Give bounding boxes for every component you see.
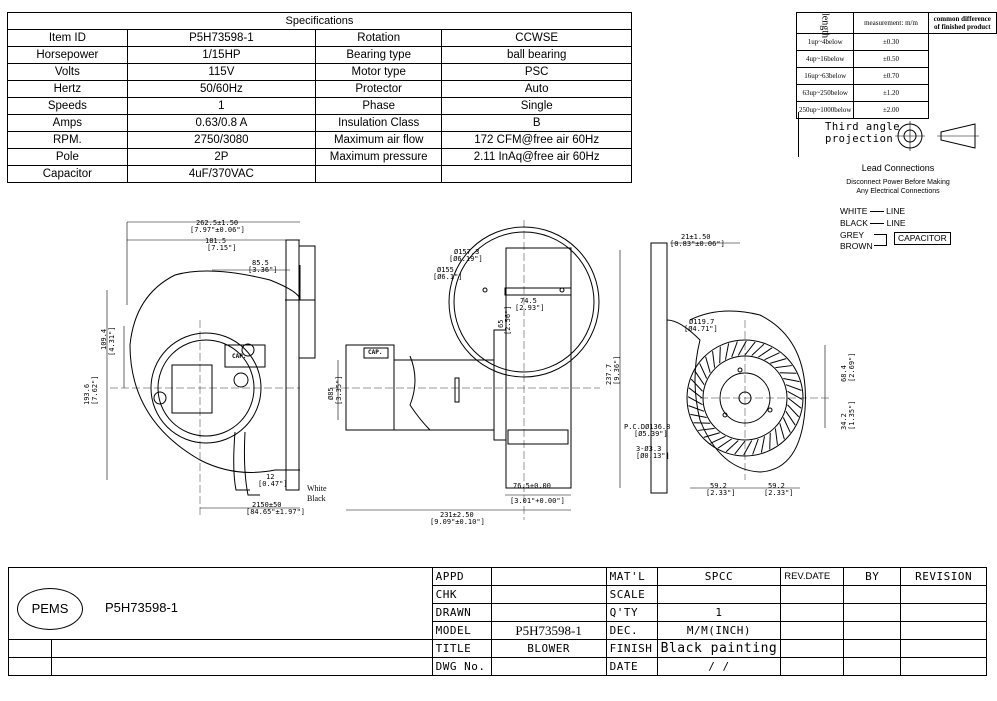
spec-value: B <box>442 115 632 132</box>
dim-d16b: [0.83"±0.06"] <box>670 240 725 248</box>
matl-label: MAT'L <box>606 568 657 586</box>
tolerance-range: 250up~1000below <box>797 102 854 119</box>
pems-logo: PEMS <box>17 588 83 630</box>
finish-label: FINISH <box>606 640 657 658</box>
lead-grey: GREY <box>840 230 865 240</box>
dim-d20: 3-Ø3.3 <box>636 445 662 453</box>
spec-value: 2750/3080 <box>127 132 315 149</box>
cap-label: CAP. <box>232 353 247 360</box>
rev-cell-10 <box>781 640 844 658</box>
dim-d22b: [2.33"] <box>706 489 736 497</box>
tolerance-value: ±1.20 <box>854 85 928 102</box>
spec-value: ball bearing <box>442 47 632 64</box>
lead-note-1: Disconnect Power Before Making <box>846 179 950 186</box>
projection-label-1: Third angle <box>825 121 901 133</box>
spec-value: 4uF/370VAC <box>127 166 315 183</box>
lead-black-to: LINE <box>886 218 906 228</box>
dim-d23: 59.2 <box>768 482 785 490</box>
drawn-label: DRAWN <box>432 604 491 622</box>
dim-d16: 21±1.50 <box>681 233 711 241</box>
dim-d18: 68.4 <box>840 365 848 382</box>
tolerance-value: ±0.30 <box>854 34 928 51</box>
dim-d14b: [3.01"+0.00"] <box>510 497 565 505</box>
cap-label-2: CAP. <box>368 349 383 356</box>
spec-value: 0.63/0.8 A <box>127 115 315 132</box>
tolerance-range: 63up~250below <box>797 85 854 102</box>
spec-label: Capacitor <box>8 166 128 183</box>
dim-d17b: [Ø4.71"] <box>684 325 718 333</box>
drawn-value <box>491 604 606 622</box>
empty-cell-c <box>9 658 52 676</box>
qty-label: Q'TY <box>606 604 657 622</box>
spec-label: Phase <box>316 98 442 115</box>
spec-label: Volts <box>8 64 128 81</box>
spec-label: Horsepower <box>8 47 128 64</box>
black-wire-label: Black <box>307 494 326 503</box>
rev-cell-5 <box>844 604 901 622</box>
dim-d10: 74.5 <box>520 297 537 305</box>
spec-label: Bearing type <box>316 47 442 64</box>
spec-label: RPM. <box>8 132 128 149</box>
white-wire-label: White <box>307 484 327 493</box>
spec-label: Pole <box>8 149 128 166</box>
spec-label: Motor type <box>316 64 442 81</box>
chk-label: CHK <box>432 586 491 604</box>
tolerance-value: ±0.70 <box>854 68 928 85</box>
dim-d13: 237.7 <box>605 363 613 385</box>
revision-label: REVISION <box>901 568 987 586</box>
dim-d19: P.C.DØ136.8 <box>624 423 671 431</box>
rev-cell-1 <box>781 586 844 604</box>
rev-cell-14 <box>844 658 901 676</box>
dim-d2: 181.5 <box>205 237 227 245</box>
dim-d3b: [3.36"] <box>248 266 278 274</box>
rev-cell-3 <box>901 586 987 604</box>
dim-d1: 262.5±1.50 <box>196 219 239 227</box>
tolerance-value: ±0.50 <box>854 51 928 68</box>
spec-value: 172 CFM@free air 60Hz <box>442 132 632 149</box>
spec-label: Rotation <box>316 30 442 47</box>
spec-label: Speeds <box>8 98 128 115</box>
dim-d7b: [84.65"±1.97"] <box>246 508 306 516</box>
tolerance-range: 4up~16below <box>797 51 854 68</box>
spec-value: PSC <box>442 64 632 81</box>
dim-d4: 109.4 <box>100 328 108 350</box>
dec-value: M/M(INCH) <box>657 622 781 640</box>
tolerance-range: 16up~63below <box>797 68 854 85</box>
dim-d8b: [Ø6.19"] <box>449 255 483 263</box>
dim-d8: Ø157.3 <box>454 248 480 256</box>
dim-d20b: [Ø0.13"] <box>636 452 670 460</box>
dim-d9b: [Ø6.1"] <box>433 273 463 281</box>
rev-cell-4 <box>781 604 844 622</box>
dim-d6: 12 <box>266 473 275 481</box>
spec-label: Insulation Class <box>316 115 442 132</box>
dim-d5b: [7.62"] <box>91 375 99 405</box>
dim-d7: 2150±50 <box>252 501 282 509</box>
dim-d9: Ø155 <box>437 266 454 274</box>
dim-d1b: [7.97"±0.06"] <box>190 226 245 234</box>
dim-d2b: [7.15"] <box>207 244 237 252</box>
appd-value <box>491 568 606 586</box>
by-label: BY <box>844 568 901 586</box>
dim-d3: 85.5 <box>252 259 269 267</box>
date-label: DATE <box>606 658 657 676</box>
spec-value: 2.11 InAq@free air 60Hz <box>442 149 632 166</box>
lead-black: BLACK <box>840 218 868 228</box>
dec-label: DEC. <box>606 622 657 640</box>
length-label: length <box>797 13 854 34</box>
spec-label: Item ID <box>8 30 128 47</box>
date-value: / / <box>657 658 781 676</box>
tol-col2: common difference of finished product <box>928 13 996 34</box>
empty-cell-a <box>9 640 52 658</box>
appd-label: APPD <box>432 568 491 586</box>
dim-d13b: [9.36"] <box>613 355 621 385</box>
rev-cell-6 <box>901 604 987 622</box>
dim-d15b: [9.09"±0.10"] <box>430 518 485 526</box>
dim-d12: Ø85 <box>327 387 335 400</box>
chk-value <box>491 586 606 604</box>
scale-label: SCALE <box>606 586 657 604</box>
empty-cell-d <box>52 658 433 676</box>
spec-label: Maximum air flow <box>316 132 442 149</box>
spec-value: CCWSE <box>442 30 632 47</box>
dim-d5: 193.6 <box>83 383 91 405</box>
tol-col1: measurement: m/m <box>854 13 928 34</box>
spec-value: 1 <box>127 98 315 115</box>
model-label: MODEL <box>432 622 491 640</box>
dim-d19b: [Ø5.39"] <box>634 430 668 438</box>
dim-d23b: [2.33"] <box>764 489 794 497</box>
rev-cell-12 <box>901 640 987 658</box>
finish-value: Black painting <box>657 640 781 658</box>
spec-value: 50/60Hz <box>127 81 315 98</box>
dim-d11: 65 <box>497 319 505 328</box>
lead-title: Lead Connections <box>861 163 935 173</box>
dim-d12b: [3.35"] <box>335 375 343 405</box>
projection-label-2: projection <box>825 133 894 145</box>
model-value: P5H73598-1 <box>491 622 606 640</box>
spec-value: 1/15HP <box>127 47 315 64</box>
spec-value: P5H73598-1 <box>127 30 315 47</box>
spec-label: Hertz <box>8 81 128 98</box>
dim-d4b: [4.31"] <box>108 326 116 356</box>
part-number: P5H73598-1 <box>105 600 178 615</box>
dim-d10b: [2.93"] <box>515 304 545 312</box>
rev-cell-8 <box>844 622 901 640</box>
spec-value: Single <box>442 98 632 115</box>
title-block <box>8 567 987 676</box>
dim-d18b: [2.69"] <box>848 352 856 382</box>
title-block-company <box>9 568 433 640</box>
lead-white: WHITE <box>840 206 868 216</box>
rev-cell-11 <box>844 640 901 658</box>
tolerance-range: 1up~4below <box>797 34 854 51</box>
rev-cell-9 <box>901 622 987 640</box>
dim-d6b: [0.47"] <box>258 480 288 488</box>
lead-note-2: Any Electrical Connections <box>856 188 940 195</box>
dim-d14: 76.5+0.00 <box>513 482 551 490</box>
dim-d15: 231±2.50 <box>440 511 474 519</box>
spec-value: 115V <box>127 64 315 81</box>
spec-value: 2P <box>127 149 315 166</box>
spec-label: Amps <box>8 115 128 132</box>
rev-cell-13 <box>781 658 844 676</box>
dim-d11b: [2.56"] <box>504 305 512 335</box>
spec-label: Maximum pressure <box>316 149 442 166</box>
rev-cell-2 <box>844 586 901 604</box>
spec-label: Protector <box>316 81 442 98</box>
lead-white-to: LINE <box>886 206 906 216</box>
dwg-label: DWG No. <box>432 658 491 676</box>
lead-capacitor: CAPACITOR <box>894 232 951 245</box>
empty-cell-b <box>52 640 433 658</box>
spec-title: Specifications <box>8 13 632 30</box>
lead-brown: BROWN <box>840 241 873 251</box>
qty-value: 1 <box>657 604 781 622</box>
tolerance-value: ±2.00 <box>854 102 928 119</box>
title-value: BLOWER <box>491 640 606 658</box>
matl-value: SPCC <box>657 568 781 586</box>
spec-value: Auto <box>442 81 632 98</box>
revdate-label: REV.DATE <box>781 568 844 586</box>
dim-d21: 34.2 <box>840 413 848 430</box>
rev-cell-15 <box>901 658 987 676</box>
rev-cell-7 <box>781 622 844 640</box>
dim-d22: 59.2 <box>710 482 727 490</box>
dim-d21b: [1.35"] <box>848 400 856 430</box>
scale-value <box>657 586 781 604</box>
dim-d17: Ø119.7 <box>689 318 715 326</box>
dwg-value <box>491 658 606 676</box>
title-label: TITLE <box>432 640 491 658</box>
